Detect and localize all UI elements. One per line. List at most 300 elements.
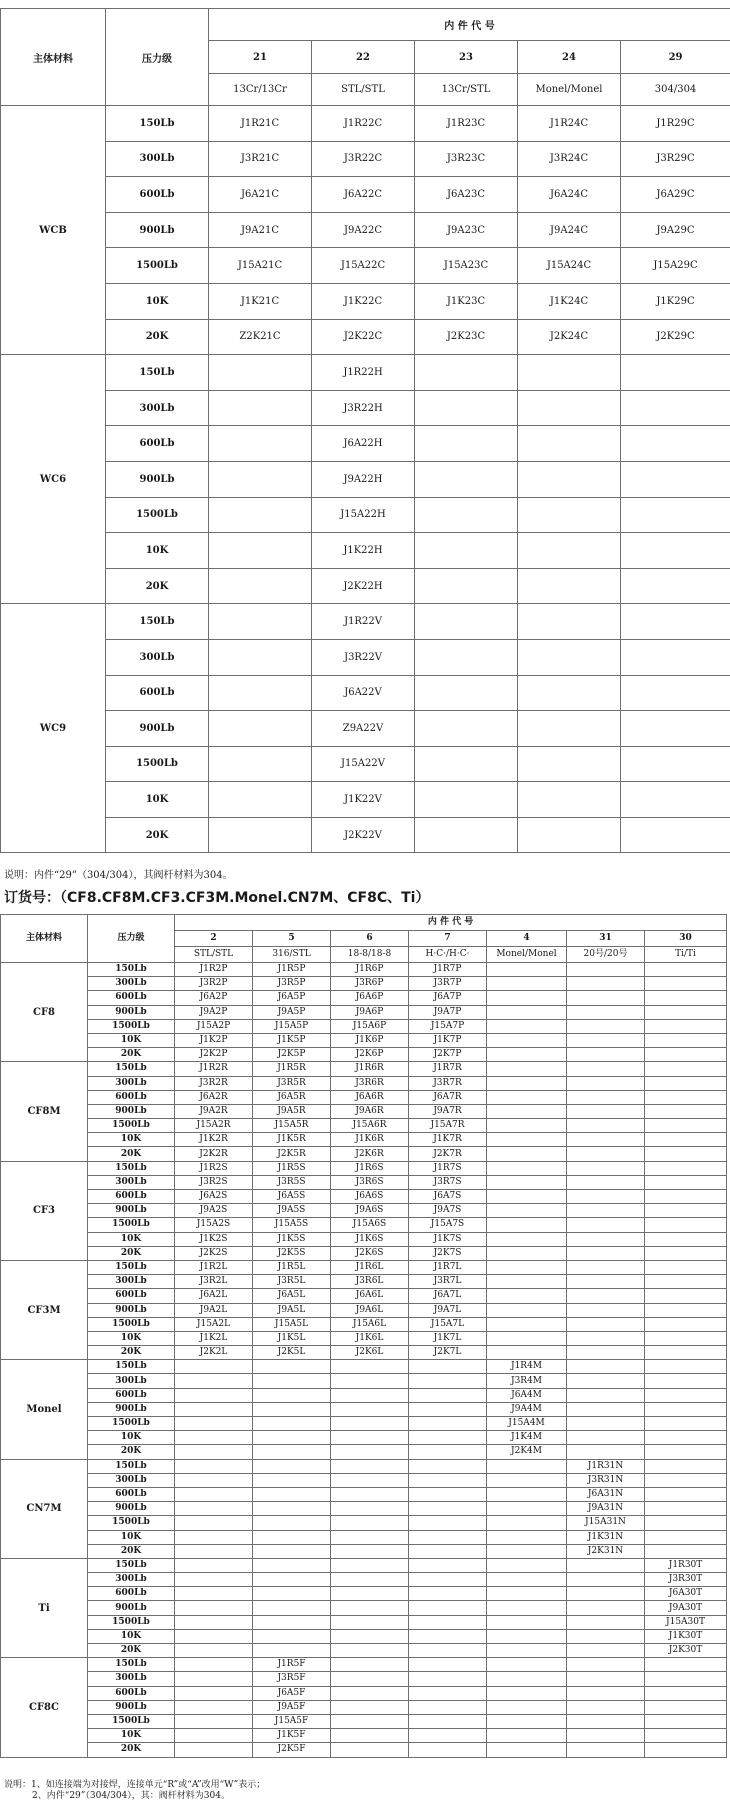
table-row xyxy=(1,1076,727,1090)
order-code-cell: J2K6S xyxy=(331,1246,409,1260)
order-code-cell xyxy=(409,1402,487,1416)
order-code-cell: J9A6L xyxy=(331,1303,409,1317)
order-code-cell: J6A22V xyxy=(312,675,415,711)
order-code-cell xyxy=(567,1601,645,1615)
order-code-cell xyxy=(415,568,518,604)
order-code-cell xyxy=(487,1317,567,1331)
trim-code-number: 30 xyxy=(645,931,727,947)
trim-code-number: 4 xyxy=(487,931,567,947)
pressure-class-cell: 150Lb xyxy=(88,1062,175,1076)
order-code-cell xyxy=(567,1431,645,1445)
table-row xyxy=(1,1218,727,1232)
order-code-cell xyxy=(487,1019,567,1033)
order-code-cell xyxy=(331,1502,409,1516)
order-code-cell xyxy=(645,1360,727,1374)
order-code-cell xyxy=(567,1260,645,1274)
order-code-cell xyxy=(331,1686,409,1700)
order-code-cell: J1K6P xyxy=(331,1033,409,1047)
table-row xyxy=(1,991,727,1005)
order-code-cell: J6A7S xyxy=(409,1190,487,1204)
order-code-cell xyxy=(645,1473,727,1487)
order-code-cell xyxy=(209,426,312,462)
trim-code-number: 2 xyxy=(175,931,253,947)
order-code-cell: J1R29C xyxy=(621,106,730,142)
order-code-cell: J15A5S xyxy=(253,1218,331,1232)
order-code-cell xyxy=(645,1133,727,1147)
order-code-cell xyxy=(253,1487,331,1501)
order-code-cell: J6A6P xyxy=(331,991,409,1005)
order-code-cell: J6A4M xyxy=(487,1388,567,1402)
table-row xyxy=(1,1629,727,1643)
pressure-class-cell: 900Lb xyxy=(88,1303,175,1317)
order-code-cell xyxy=(331,1445,409,1459)
order-code-cell: J1R2S xyxy=(175,1161,253,1175)
order-code-cell xyxy=(518,461,621,497)
order-code-cell xyxy=(415,355,518,391)
order-code-cell xyxy=(621,746,730,782)
table-row xyxy=(1,1062,727,1076)
order-code-cell xyxy=(518,782,621,818)
order-code-cell xyxy=(487,1005,567,1019)
order-code-cell: J6A5F xyxy=(253,1686,331,1700)
order-code-cell: J15A5R xyxy=(253,1119,331,1133)
order-code-cell xyxy=(253,1644,331,1658)
pressure-class-cell: 20K xyxy=(88,1544,175,1558)
order-code-cell: J1K7L xyxy=(409,1331,487,1345)
order-code-cell: J1K22H xyxy=(312,533,415,569)
order-code-cell: J9A22H xyxy=(312,461,415,497)
pressure-class-cell: 150Lb xyxy=(88,1658,175,1672)
order-code-cell xyxy=(567,1417,645,1431)
table-row xyxy=(1,426,730,462)
pressure-class-cell: 10K xyxy=(88,1033,175,1047)
order-code-cell xyxy=(409,1374,487,1388)
order-code-cell xyxy=(209,355,312,391)
order-code-cell xyxy=(621,711,730,747)
pressure-class-cell: 10K xyxy=(88,1331,175,1345)
order-code-cell xyxy=(567,1714,645,1728)
order-code-cell: J15A7P xyxy=(409,1019,487,1033)
order-code-cell: J3R22H xyxy=(312,390,415,426)
order-code-cell: J3R2R xyxy=(175,1076,253,1090)
order-code-cell xyxy=(645,1260,727,1274)
order-code-cell xyxy=(415,746,518,782)
order-code-cell xyxy=(331,1487,409,1501)
order-code-cell xyxy=(331,1360,409,1374)
order-code-cell: J6A5L xyxy=(253,1289,331,1303)
order-code-cell xyxy=(487,1175,567,1189)
order-code-cell xyxy=(487,1516,567,1530)
order-code-cell: J3R2S xyxy=(175,1175,253,1189)
order-code-cell: J1K7S xyxy=(409,1232,487,1246)
table-row xyxy=(1,1005,727,1019)
order-code-cell: J15A22V xyxy=(312,746,415,782)
table-row xyxy=(1,1260,727,1274)
order-code-cell xyxy=(645,1686,727,1700)
order-code-cell xyxy=(175,1516,253,1530)
order-code-cell xyxy=(487,1133,567,1147)
order-code-cell xyxy=(415,497,518,533)
order-code-cell: J9A2L xyxy=(175,1303,253,1317)
order-code-cell xyxy=(621,675,730,711)
trim-material-pair: 13Cr/STL xyxy=(415,74,518,106)
order-code-cell: J2K22C xyxy=(312,319,415,355)
order-code-cell: J2K7S xyxy=(409,1246,487,1260)
order-code-cell: J15A2S xyxy=(175,1218,253,1232)
order-code-cell xyxy=(409,1502,487,1516)
order-code-cell: J9A6P xyxy=(331,1005,409,1019)
order-code-cell xyxy=(645,963,727,977)
table-row xyxy=(1,1459,727,1473)
order-code-cell xyxy=(621,568,730,604)
table-row xyxy=(1,1658,727,1672)
order-code-cell: J1R7P xyxy=(409,963,487,977)
order-code-cell xyxy=(621,426,730,462)
table-row xyxy=(1,1388,727,1402)
pressure-class-cell: 150Lb xyxy=(88,1161,175,1175)
order-code-cell: J3R21C xyxy=(209,141,312,177)
order-code-cell xyxy=(209,817,312,853)
order-code-cell xyxy=(209,533,312,569)
order-code-cell xyxy=(567,1331,645,1345)
order-code-cell xyxy=(331,1629,409,1643)
body-material-cell: CF8 xyxy=(1,963,88,1062)
table-row xyxy=(1,1019,727,1033)
table-row xyxy=(1,1743,727,1757)
order-code-cell xyxy=(409,1587,487,1601)
order-code-cell xyxy=(567,1005,645,1019)
body-material-cell: CF3M xyxy=(1,1260,88,1359)
table-row xyxy=(1,1331,727,1345)
order-code-cell: J6A21C xyxy=(209,177,312,213)
order-code-cell xyxy=(331,1388,409,1402)
order-code-cell xyxy=(415,782,518,818)
order-code-cell xyxy=(409,1714,487,1728)
order-code-cell xyxy=(415,461,518,497)
order-code-cell xyxy=(645,1502,727,1516)
order-code-cell xyxy=(175,1530,253,1544)
order-code-cell xyxy=(487,991,567,1005)
order-code-cell xyxy=(175,1374,253,1388)
order-code-cell xyxy=(253,1445,331,1459)
pressure-class-cell: 1500Lb xyxy=(106,497,209,533)
header-main-material: 主体材料 xyxy=(1,9,106,106)
order-code-cell xyxy=(621,390,730,426)
order-code-cell: J9A5L xyxy=(253,1303,331,1317)
order-code-cell: J3R2L xyxy=(175,1275,253,1289)
trim-code-number: 22 xyxy=(312,41,415,74)
order-code-cell: J2K5F xyxy=(253,1743,331,1757)
order-code-cell: J9A23C xyxy=(415,212,518,248)
order-code-cell xyxy=(487,1601,567,1615)
table-row xyxy=(1,711,730,747)
order-code-cell xyxy=(331,1729,409,1743)
table-row xyxy=(1,177,730,213)
table-row xyxy=(1,1374,727,1388)
order-code-cell xyxy=(487,1615,567,1629)
order-code-cell: J15A29C xyxy=(621,248,730,284)
order-code-cell xyxy=(645,1331,727,1345)
order-code-cell xyxy=(175,1629,253,1643)
order-code-cell xyxy=(567,1700,645,1714)
order-code-cell: J3R5R xyxy=(253,1076,331,1090)
order-code-cell xyxy=(209,497,312,533)
pressure-class-cell: 900Lb xyxy=(88,1402,175,1416)
order-code-cell xyxy=(409,1686,487,1700)
order-code-cell xyxy=(175,1473,253,1487)
pressure-class-cell: 900Lb xyxy=(88,1104,175,1118)
order-code-cell xyxy=(409,1516,487,1530)
order-code-cell: J1R7L xyxy=(409,1260,487,1274)
order-code-cell xyxy=(645,1048,727,1062)
trim-code-number: 31 xyxy=(567,931,645,947)
order-code-cell: J6A2P xyxy=(175,991,253,1005)
pressure-class-cell: 600Lb xyxy=(88,1487,175,1501)
trim-material-pair: Ti/Ti xyxy=(645,947,727,963)
table2-note xyxy=(4,1780,265,1802)
pressure-class-cell: 900Lb xyxy=(88,1005,175,1019)
pressure-class-cell: 900Lb xyxy=(88,1204,175,1218)
order-code-cell: J6A7P xyxy=(409,991,487,1005)
order-code-cell xyxy=(409,1473,487,1487)
pressure-class-cell: 600Lb xyxy=(88,1289,175,1303)
order-code-cell xyxy=(409,1573,487,1587)
order-code-cell xyxy=(567,1104,645,1118)
order-code-cell: J1K5R xyxy=(253,1133,331,1147)
order-code-cell: J1R7S xyxy=(409,1161,487,1175)
order-code-cell: J1R24C xyxy=(518,106,621,142)
order-code-cell: J3R5L xyxy=(253,1275,331,1289)
order-code-cell: J15A6L xyxy=(331,1317,409,1331)
order-code-cell: J2K6R xyxy=(331,1147,409,1161)
order-code-cell: J2K22V xyxy=(312,817,415,853)
trim-code-number: 6 xyxy=(331,931,409,947)
trim-material-pair: Monel/Monel xyxy=(518,74,621,106)
body-material-cell: WC9 xyxy=(1,604,106,853)
order-code-cell xyxy=(331,1743,409,1757)
order-code-cell xyxy=(409,1729,487,1743)
order-code-cell: J2K5L xyxy=(253,1346,331,1360)
order-code-cell: J1K23C xyxy=(415,283,518,319)
order-code-cell xyxy=(253,1516,331,1530)
order-code-cell xyxy=(645,1175,727,1189)
order-code-cell xyxy=(645,1700,727,1714)
table-row xyxy=(1,963,727,977)
order-code-cell: J9A2S xyxy=(175,1204,253,1218)
order-code-cell xyxy=(253,1402,331,1416)
pressure-class-cell: 1500Lb xyxy=(88,1615,175,1629)
order-code-cell xyxy=(567,1275,645,1289)
order-code-cell xyxy=(331,1700,409,1714)
pressure-class-cell: 1500Lb xyxy=(88,1317,175,1331)
pressure-class-cell: 300Lb xyxy=(88,1076,175,1090)
order-code-cell xyxy=(409,1658,487,1672)
order-code-cell: J3R23C xyxy=(415,141,518,177)
order-code-cell xyxy=(331,1615,409,1629)
order-code-cell xyxy=(518,817,621,853)
order-code-cell xyxy=(253,1544,331,1558)
pressure-class-cell: 900Lb xyxy=(88,1502,175,1516)
order-code-cell xyxy=(487,1190,567,1204)
order-code-cell xyxy=(331,1459,409,1473)
order-code-cell xyxy=(175,1686,253,1700)
order-code-cell xyxy=(621,817,730,853)
trim-code-number: 24 xyxy=(518,41,621,74)
order-code-cell xyxy=(567,1360,645,1374)
order-code-cell: J1K2R xyxy=(175,1133,253,1147)
order-code-cell xyxy=(409,1388,487,1402)
table-row xyxy=(1,1360,727,1374)
order-code-cell: J6A22H xyxy=(312,426,415,462)
order-code-cell xyxy=(567,1119,645,1133)
order-code-cell: J6A31N xyxy=(567,1487,645,1501)
order-code-cell xyxy=(409,1544,487,1558)
order-code-cell xyxy=(487,1275,567,1289)
order-code-cell xyxy=(331,1573,409,1587)
pressure-class-cell: 20K xyxy=(88,1644,175,1658)
order-code-cell xyxy=(253,1431,331,1445)
table-row xyxy=(1,1473,727,1487)
order-code-cell: J6A2S xyxy=(175,1190,253,1204)
order-code-cell: J1K7P xyxy=(409,1033,487,1047)
table-row xyxy=(1,248,730,284)
pressure-class-cell: 20K xyxy=(88,1445,175,1459)
pressure-class-cell: 900Lb xyxy=(106,461,209,497)
order-code-cell xyxy=(487,1544,567,1558)
order-code-cell: J9A5S xyxy=(253,1204,331,1218)
order-code-cell xyxy=(487,1459,567,1473)
order-code-cell: J1R22H xyxy=(312,355,415,391)
order-code-cell xyxy=(567,1573,645,1587)
pressure-class-cell: 600Lb xyxy=(106,426,209,462)
order-code-cell: J9A5P xyxy=(253,1005,331,1019)
order-code-cell: J1R2R xyxy=(175,1062,253,1076)
order-code-cell: J1R4M xyxy=(487,1360,567,1374)
order-code-cell xyxy=(567,1218,645,1232)
order-code-cell: J6A22C xyxy=(312,177,415,213)
order-code-cell xyxy=(621,461,730,497)
pressure-class-cell: 10K xyxy=(106,283,209,319)
order-code-cell: J3R5F xyxy=(253,1672,331,1686)
order-code-cell xyxy=(645,1005,727,1019)
table-row xyxy=(1,355,730,391)
pressure-class-cell: 600Lb xyxy=(106,177,209,213)
trim-code-number: 23 xyxy=(415,41,518,74)
order-code-cell: J9A2R xyxy=(175,1104,253,1118)
order-code-cell: J6A6L xyxy=(331,1289,409,1303)
order-code-cell xyxy=(567,1019,645,1033)
pressure-class-cell: 900Lb xyxy=(88,1700,175,1714)
order-code-cell xyxy=(415,390,518,426)
pressure-class-cell: 1500Lb xyxy=(88,1218,175,1232)
order-code-cell: J3R22C xyxy=(312,141,415,177)
order-code-cell xyxy=(645,1161,727,1175)
trim-material-pair: 13Cr/13Cr xyxy=(209,74,312,106)
order-code-cell: J1K6S xyxy=(331,1232,409,1246)
table-row xyxy=(1,1700,727,1714)
trim-code-number: 7 xyxy=(409,931,487,947)
order-code-cell xyxy=(567,1388,645,1402)
order-code-cell: J15A7L xyxy=(409,1317,487,1331)
order-code-cell xyxy=(487,1119,567,1133)
order-code-cell: J1R2L xyxy=(175,1260,253,1274)
order-code-cell xyxy=(567,1672,645,1686)
table-row xyxy=(1,1445,727,1459)
pressure-class-cell: 20K xyxy=(106,568,209,604)
order-code-cell: J2K29C xyxy=(621,319,730,355)
order-code-cell: J6A23C xyxy=(415,177,518,213)
trim-material-pair: 316/STL xyxy=(253,947,331,963)
order-code-cell xyxy=(518,711,621,747)
order-code-cell xyxy=(409,1558,487,1572)
order-code-cell xyxy=(645,1147,727,1161)
order-code-cell xyxy=(175,1487,253,1501)
order-code-cell: J2K2R xyxy=(175,1147,253,1161)
order-code-cell xyxy=(645,1544,727,1558)
pressure-class-cell: 600Lb xyxy=(88,1090,175,1104)
order-code-cell xyxy=(645,1232,727,1246)
pressure-class-cell: 1500Lb xyxy=(106,746,209,782)
order-code-cell: Z2K21C xyxy=(209,319,312,355)
order-code-cell xyxy=(487,1218,567,1232)
pressure-class-cell: 300Lb xyxy=(88,1573,175,1587)
order-code-cell xyxy=(567,1175,645,1189)
order-code-cell: J15A5P xyxy=(253,1019,331,1033)
trim-material-pair: Monel/Monel xyxy=(487,947,567,963)
order-code-cell: J1K2L xyxy=(175,1331,253,1345)
order-code-cell xyxy=(645,1204,727,1218)
order-code-cell: J6A24C xyxy=(518,177,621,213)
order-code-cell xyxy=(518,568,621,604)
pressure-class-cell: 20K xyxy=(88,1048,175,1062)
order-code-cell: J3R22V xyxy=(312,639,415,675)
table-row xyxy=(1,675,730,711)
order-code-cell xyxy=(409,1431,487,1445)
order-code-cell xyxy=(487,1587,567,1601)
body-material-cell: CF3 xyxy=(1,1161,88,1260)
pressure-class-cell: 600Lb xyxy=(106,675,209,711)
body-material-cell: WC6 xyxy=(1,355,106,604)
order-code-cell xyxy=(487,1161,567,1175)
order-code-cell xyxy=(175,1502,253,1516)
order-code-cell xyxy=(487,1700,567,1714)
table-row xyxy=(1,1147,727,1161)
order-code-cell xyxy=(253,1601,331,1615)
order-code-cell xyxy=(253,1615,331,1629)
order-code-cell: J1K6L xyxy=(331,1331,409,1345)
order-code-cell xyxy=(567,1232,645,1246)
order-code-cell xyxy=(175,1700,253,1714)
order-code-cell: J2K5S xyxy=(253,1246,331,1260)
order-code-cell: J1R5L xyxy=(253,1260,331,1274)
order-code-cell xyxy=(487,1487,567,1501)
order-code-cell xyxy=(487,1672,567,1686)
table-row xyxy=(1,1275,727,1289)
order-code-cell: J2K6P xyxy=(331,1048,409,1062)
order-code-cell xyxy=(253,1473,331,1487)
table-row xyxy=(1,1672,727,1686)
order-code-cell xyxy=(567,1629,645,1643)
table-row xyxy=(1,319,730,355)
order-code-cell xyxy=(645,1090,727,1104)
table-row xyxy=(1,1729,727,1743)
table-row xyxy=(1,1644,727,1658)
order-code-cell xyxy=(409,1417,487,1431)
table-row xyxy=(1,1289,727,1303)
order-code-cell: J1K24C xyxy=(518,283,621,319)
order-code-cell xyxy=(209,675,312,711)
order-code-cell xyxy=(487,1502,567,1516)
